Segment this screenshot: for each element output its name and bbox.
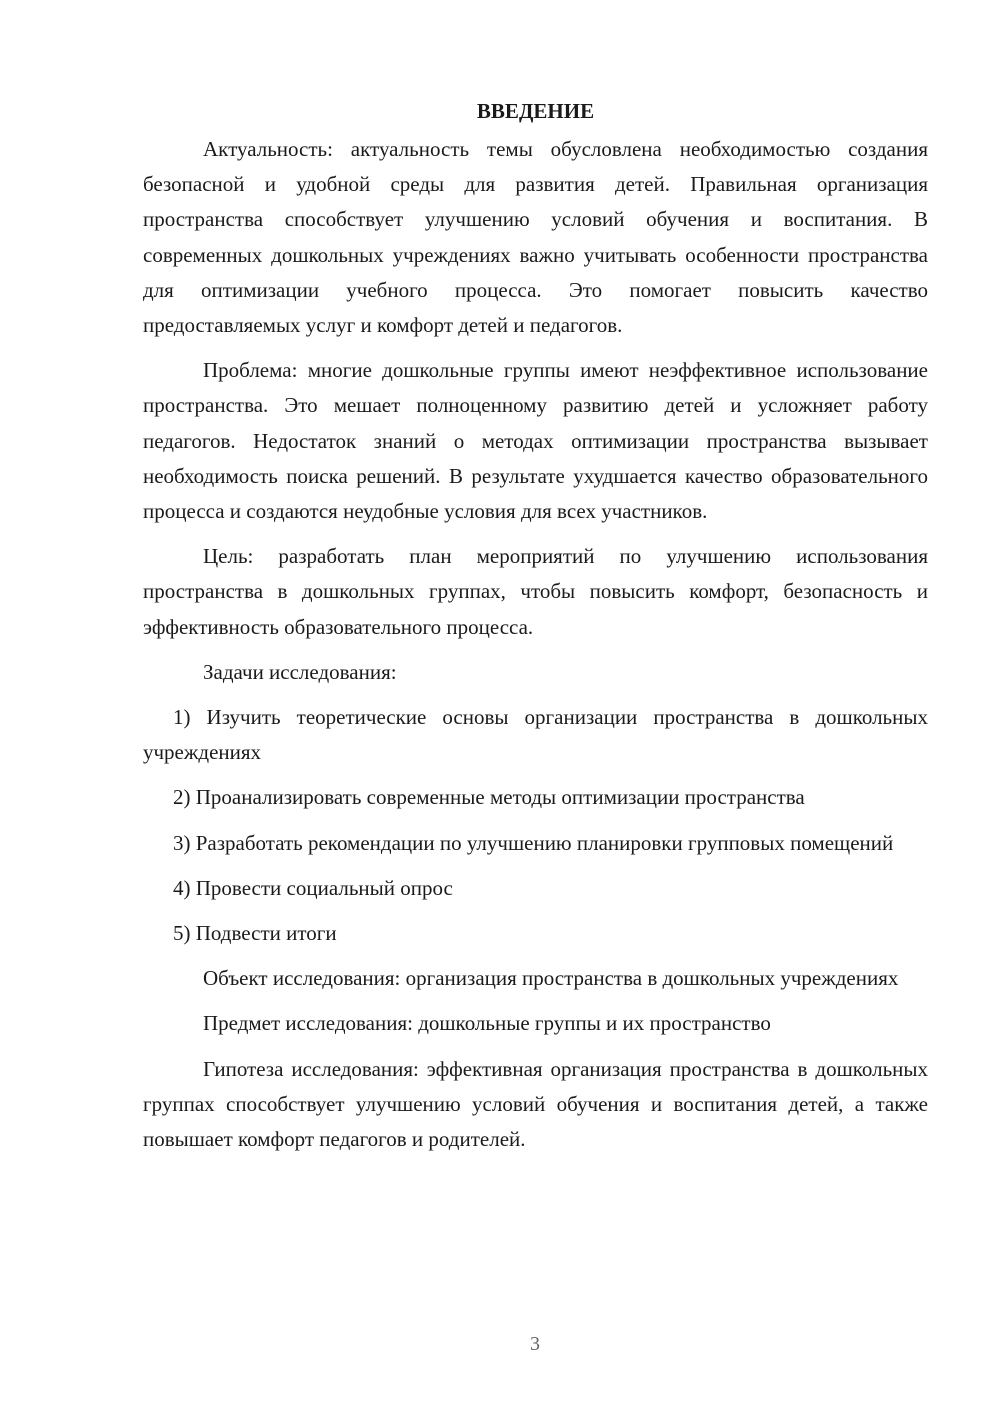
object-paragraph: Объект исследования: организация пространства в дошкольных учреждениях bbox=[203, 966, 899, 991]
tasks-heading: Задачи исследования: bbox=[203, 659, 397, 684]
page-title: ВВЕДЕНИЕ bbox=[476, 99, 595, 123]
subject-paragraph: Предмет исследования: дошкольные группы и их пространство bbox=[203, 1011, 771, 1036]
hypothesis-paragraph: Гипотеза исследования: эффективная организация пространства в дошкольных группах способствует улучшению условий обучения и воспитания детей, а также повышает комфорт педагогов и родителей. bbox=[143, 1056, 928, 1152]
task-item-2: 2) Проанализировать современные методы оптимизации пространства bbox=[173, 785, 805, 810]
goal-paragraph: Цель: разработать план мероприятий по улучшению использования пространства в дошкольных группах, чтобы повысить комфорт, безопасность и эффективность образовательного процесса. bbox=[143, 544, 928, 639]
document-page bbox=[143, 94, 928, 1167]
page-number: 3 bbox=[530, 1333, 540, 1355]
task-item-4: 4) Провести социальный опрос bbox=[173, 875, 453, 900]
task-item-3: 3) Разработать рекомендации по улучшению планировки групповых помещений bbox=[173, 830, 894, 855]
relevance-paragraph: Актуальность: актуальность темы обусловлена необходимостью создания безопасной и удобной среды для развития детей. Правильная организация пространства способствует улучшению условий обучения и воспитания. В современных дошкольных учреждениях важно учитывать особенности пространства для оптимизации учебного процесса. Это помогает повысить качество предоставляемых услуг и комфорт детей и педагогов. bbox=[143, 137, 928, 338]
problem-paragraph: Проблема: многие дошкольные группы имеют неэффективное использование пространства. Это мешает полноценному развитию детей и усложняет работу педагогов. Недостаток знаний о методах оптимизации пространства вызывает необходимость поиска решений. В результате ухудшается качество образовательного процесса и создаются неудобные условия для всех участников. bbox=[143, 358, 928, 524]
task-item-1: 1) Изучить теоретические основы организации пространства в дошкольных учреждениях bbox=[143, 705, 928, 765]
task-item-5: 5) Подвести итоги bbox=[173, 921, 337, 946]
